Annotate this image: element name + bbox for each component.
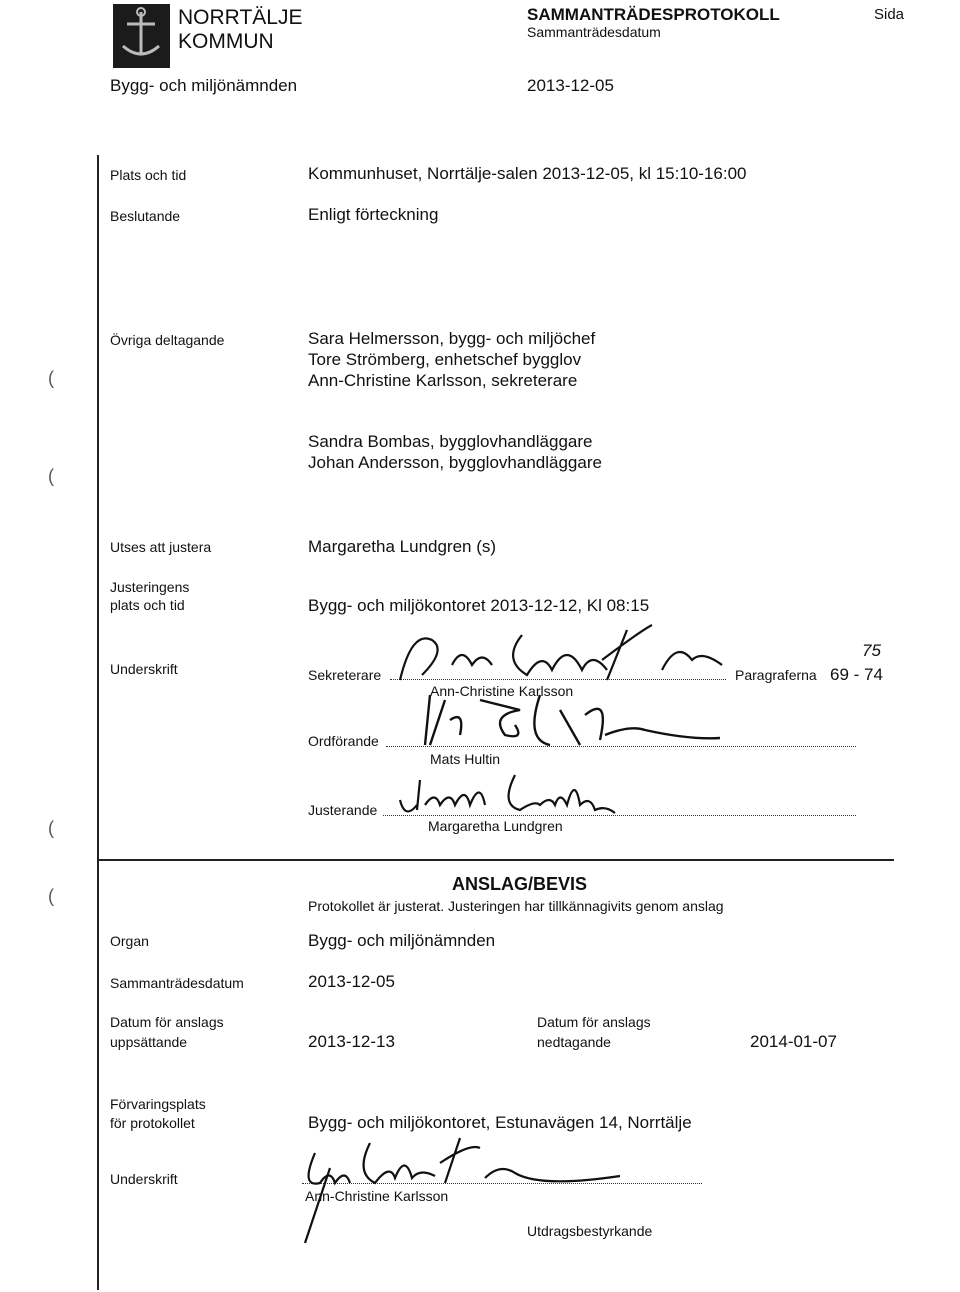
page-label: Sida [874, 6, 905, 23]
adjust-place-label: plats och tid [110, 597, 185, 613]
org-name-line2: KOMMUN [178, 30, 274, 53]
adjuster-name: Margaretha Lundgren [428, 818, 563, 834]
notice-subtitle: Protokollet är justerat. Justeringen har tillkännagivits genom anslag [308, 898, 724, 914]
left-margin-rule [97, 155, 99, 1290]
certification-label: Utdragsbestyrkande [527, 1223, 653, 1239]
scan-artifact: ( [48, 818, 54, 838]
adjust-place-value: Bygg- och miljökontoret 2013-12-12, Kl 08:15 [308, 596, 650, 615]
deciders-label: Beslutande [110, 208, 181, 224]
removed-value: 2014-01-07 [750, 1032, 837, 1051]
other-participant: Sandra Bombas, bygglovhandläggare [308, 432, 593, 451]
notice-signature-label: Underskrift [110, 1171, 178, 1187]
scan-artifact: ( [48, 466, 54, 486]
others-label: Övriga deltagande [110, 332, 225, 348]
paragraphs-correction: 75 [862, 641, 881, 660]
storage-value: Bygg- och miljökontoret, Estunavägen 14, Norrtälje [308, 1113, 692, 1132]
storage-label: för protokollet [110, 1115, 195, 1131]
other-participant: Sara Helmersson, bygg- och miljöchef [308, 329, 596, 348]
organ-value: Bygg- och miljönämnden [308, 931, 496, 950]
signature-section-label: Underskrift [110, 661, 178, 677]
scan-artifact: ( [48, 368, 54, 388]
notice-divider [97, 859, 894, 861]
other-participant: Ann-Christine Karlsson, sekreterare [308, 371, 578, 390]
notice-signer-name: Ann-Christine Karlsson [305, 1188, 449, 1204]
posted-value: 2013-12-13 [308, 1032, 395, 1051]
org-name-line1: NORRTÄLJE [178, 6, 303, 29]
chair-signature [410, 690, 740, 755]
adjuster-label: Utses att justera [110, 539, 212, 555]
other-participant: Tore Strömberg, enhetschef bygglov [308, 350, 582, 369]
committee-name: Bygg- och miljönämnden [110, 76, 298, 95]
paragraphs-label: Paragraferna [735, 667, 817, 683]
posted-label: uppsättande [110, 1034, 188, 1050]
chair-name: Mats Hultin [430, 751, 501, 767]
storage-label: Förvaringsplats [110, 1096, 206, 1112]
removed-label: nedtagande [537, 1034, 611, 1050]
document-subtitle: Sammanträdesdatum [527, 24, 661, 40]
scan-artifact: ( [48, 886, 54, 906]
removed-label: Datum för anslags [537, 1014, 651, 1030]
paragraphs-value: 69 - 74 [830, 665, 883, 684]
organ-label: Organ [110, 933, 149, 949]
adjuster-role: Justerande [308, 802, 378, 818]
chair-role: Ordförande [308, 733, 379, 749]
notice-date-label: Sammanträdesdatum [110, 975, 244, 991]
deciders-value: Enligt förteckning [308, 205, 439, 224]
posted-label: Datum för anslags [110, 1014, 224, 1030]
secretary-name: Ann-Christine Karlsson [430, 683, 574, 699]
secretary-role: Sekreterare [308, 667, 382, 683]
adjuster-value: Margaretha Lundgren (s) [308, 537, 497, 556]
place-label: Plats och tid [110, 167, 187, 183]
place-value: Kommunhuset, Norrtälje-salen 2013-12-05, kl 15:10-16:00 [308, 164, 747, 183]
notice-date-value: 2013-12-05 [308, 972, 395, 991]
municipal-seal-logo [113, 4, 170, 68]
other-participant: Johan Andersson, bygglovhandläggare [308, 453, 602, 472]
notice-title: ANSLAG/BEVIS [452, 874, 588, 894]
adjust-place-label: Justeringens [110, 579, 190, 595]
document-title: SAMMANTRÄDESPROTOKOLL [527, 5, 780, 24]
meeting-date: 2013-12-05 [527, 76, 614, 95]
